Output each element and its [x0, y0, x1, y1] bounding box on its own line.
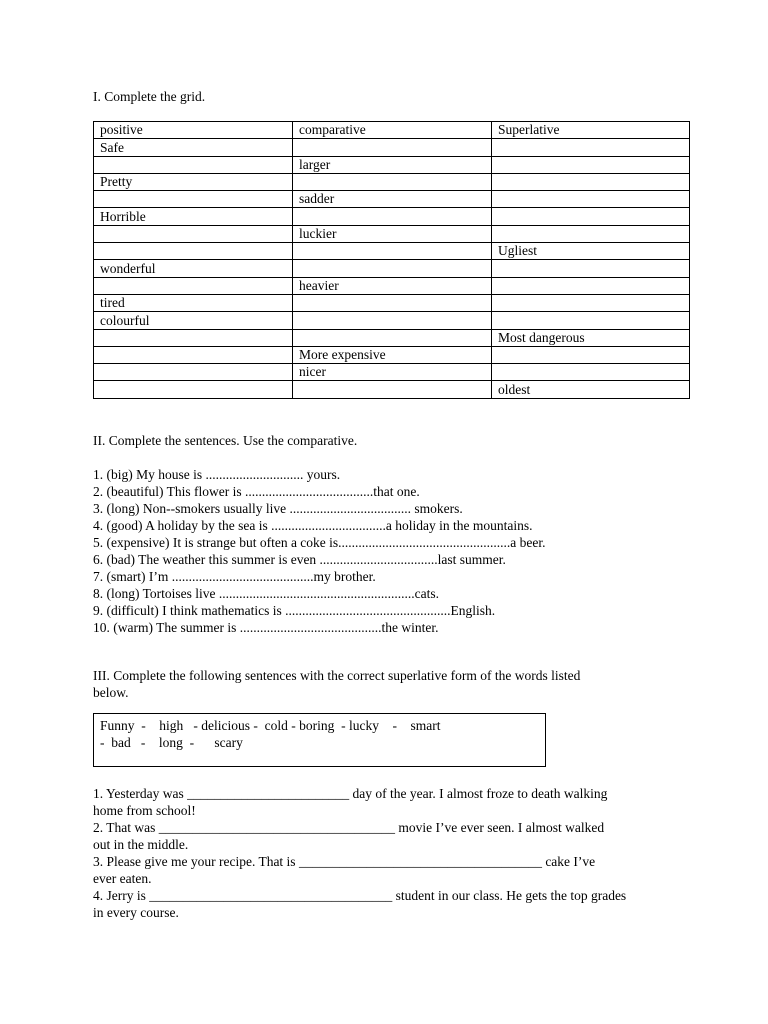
grid-cell: oldest: [492, 381, 690, 398]
comparison-grid: [93, 121, 690, 399]
sentence-line: 3. Please give me your recipe. That is ____________________________________ cake I’ve: [93, 854, 596, 869]
grid-row: [94, 173, 690, 190]
grid-header-cell: positive: [94, 122, 293, 139]
sentence-line: 4. (good) A holiday by the sea is ..................................a holiday in the mountains.: [93, 518, 533, 533]
grid-cell: [293, 260, 492, 277]
grid-cell: luckier: [293, 225, 492, 242]
grid-row: [94, 191, 690, 208]
grid-cell: [94, 329, 293, 346]
grid-row: [94, 364, 690, 381]
section3-heading-line2: below.: [93, 685, 129, 700]
grid-cell: [492, 312, 690, 329]
section3-heading: [93, 667, 580, 701]
grid-cell: tired: [94, 294, 293, 311]
sentence-line: 6. (bad) The weather this summer is even ...................................last summer.: [93, 552, 506, 567]
sentence-line: 5. (expensive) It is strange but often a coke is...................................................a beer.: [93, 535, 546, 550]
superlative-sentences: [93, 785, 626, 921]
grid-cell: [492, 277, 690, 294]
grid-row: [94, 381, 690, 398]
grid-row: [94, 312, 690, 329]
grid-cell: More expensive: [293, 346, 492, 363]
grid-row: [94, 243, 690, 260]
grid-row: [94, 139, 690, 156]
grid-cell: [492, 346, 690, 363]
grid-cell: [94, 381, 293, 398]
grid-cell: [492, 139, 690, 156]
section1-heading: I. Complete the grid.: [93, 89, 206, 104]
grid-cell: [492, 294, 690, 311]
grid-cell: heavier: [293, 277, 492, 294]
grid-cell: Horrible: [94, 208, 293, 225]
grid-header-row: [94, 122, 690, 139]
grid-cell: [293, 329, 492, 346]
grid-cell: [293, 312, 492, 329]
grid-cell: [492, 191, 690, 208]
grid-row: [94, 156, 690, 173]
grid-cell: [492, 364, 690, 381]
grid-cell: [293, 294, 492, 311]
sentence-line: 1. Yesterday was ________________________ day of the year. I almost froze to death walking: [93, 786, 608, 801]
grid-row: [94, 208, 690, 225]
grid-cell: sadder: [293, 191, 492, 208]
grid-cell: [293, 208, 492, 225]
sentence-line: in every course.: [93, 905, 179, 920]
sentence-line: 7. (smart) I’m ..........................................my brother.: [93, 569, 376, 584]
sentence-line: 8. (long) Tortoises live ..........................................................cats.: [93, 586, 440, 601]
sentence-line: ever eaten.: [93, 871, 152, 886]
grid-cell: [492, 208, 690, 225]
sentence-line: home from school!: [93, 803, 196, 818]
grid-header-cell: comparative: [293, 122, 492, 139]
grid-cell: nicer: [293, 364, 492, 381]
sentence-line: 4. Jerry is ____________________________________ student in our class. He gets the top grades: [93, 888, 627, 903]
grid-cell: [94, 364, 293, 381]
grid-row: [94, 294, 690, 311]
grid-row: [94, 225, 690, 242]
sentence-line: 2. (beautiful) This flower is ......................................that one.: [93, 484, 420, 499]
grid-cell: [293, 381, 492, 398]
sentence-line: 2. That was ___________________________________ movie I’ve ever seen. I almost walked: [93, 820, 605, 835]
sentence-line: 1. (big) My house is ............................. yours.: [93, 467, 341, 482]
word-list-line2: - bad - long - scary: [100, 735, 243, 750]
grid-cell: colourful: [94, 312, 293, 329]
grid-row: [94, 346, 690, 363]
sentence-line: 3. (long) Non--smokers usually live .................................... smokers.: [93, 501, 463, 516]
grid-cell: Pretty: [94, 173, 293, 190]
grid-cell: Most dangerous: [492, 329, 690, 346]
grid-cell: larger: [293, 156, 492, 173]
section2-heading: II. Complete the sentences. Use the comparative.: [93, 433, 358, 448]
grid-cell: [94, 277, 293, 294]
grid-cell: wonderful: [94, 260, 293, 277]
comparative-sentences: [93, 466, 546, 636]
grid-cell: [94, 225, 293, 242]
grid-cell: [94, 191, 293, 208]
grid-cell: [492, 173, 690, 190]
grid-row: [94, 260, 690, 277]
grid-cell: Safe: [94, 139, 293, 156]
grid-cell: [293, 139, 492, 156]
grid-cell: [94, 243, 293, 260]
grid-cell: [94, 346, 293, 363]
grid-row: [94, 277, 690, 294]
grid-cell: [492, 225, 690, 242]
word-list-line1: Funny - high - delicious - cold - boring - lucky - smart: [100, 718, 441, 733]
grid-cell: [293, 243, 492, 260]
sentence-line: 10. (warm) The summer is ..........................................the winter.: [93, 620, 439, 635]
grid-cell: [492, 156, 690, 173]
sentence-line: 9. (difficult) I think mathematics is .................................................English.: [93, 603, 496, 618]
grid-cell: [492, 260, 690, 277]
grid-cell: Ugliest: [492, 243, 690, 260]
section3-heading-line1: III. Complete the following sentences with the correct superlative form of the words listed: [93, 668, 581, 683]
grid-header-cell: Superlative: [492, 122, 690, 139]
grid-cell: [94, 156, 293, 173]
sentence-line: out in the middle.: [93, 837, 189, 852]
grid-row: [94, 329, 690, 346]
word-list-box: [93, 713, 546, 767]
grid-cell: [293, 173, 492, 190]
